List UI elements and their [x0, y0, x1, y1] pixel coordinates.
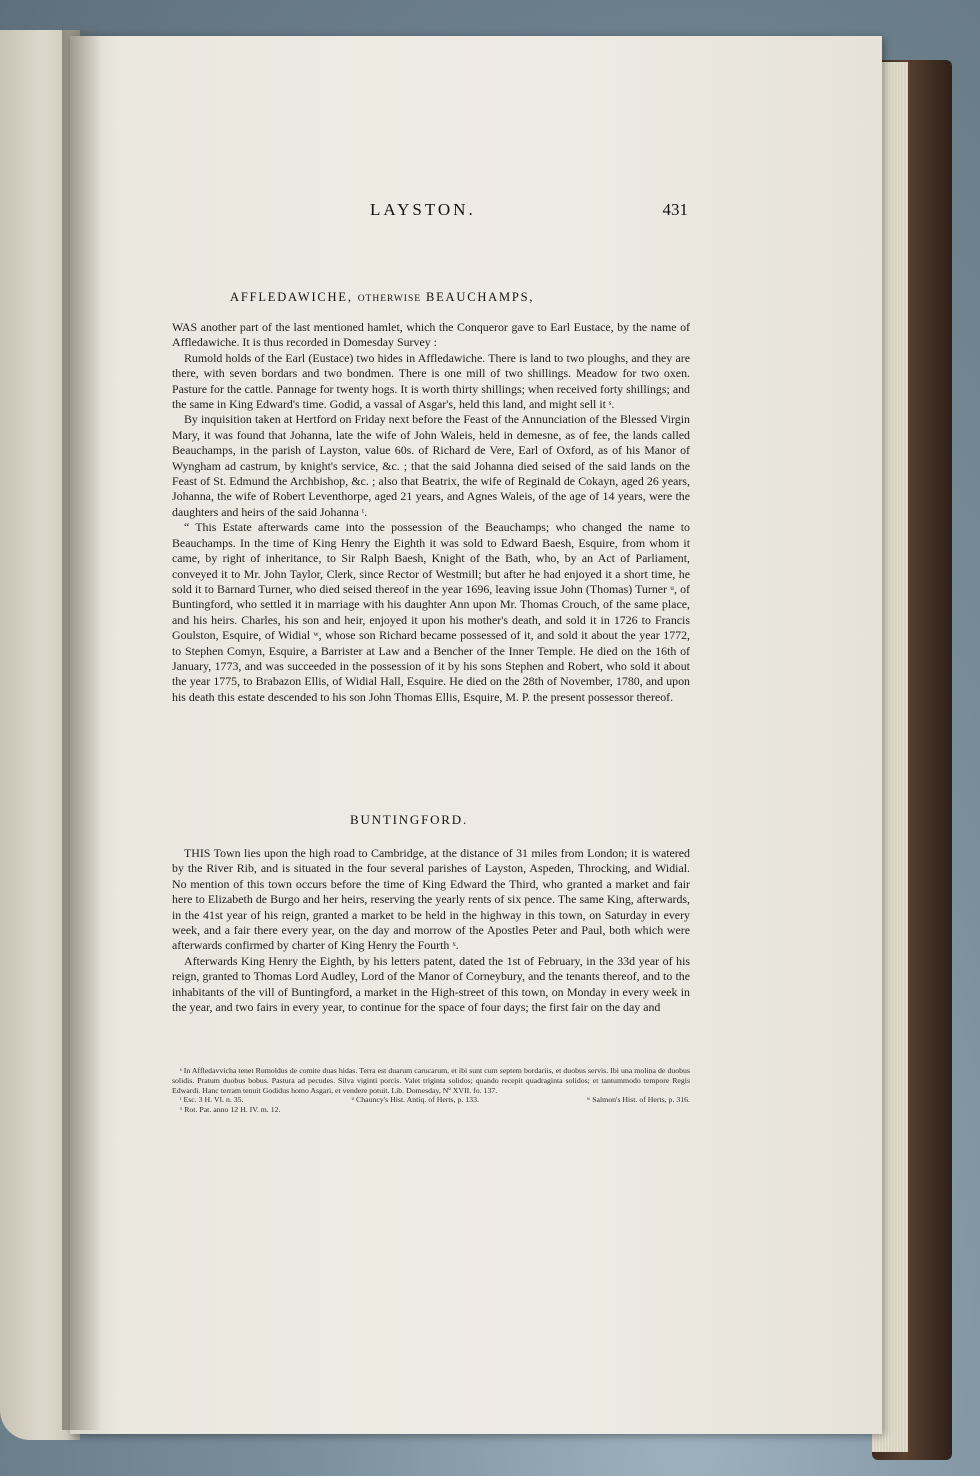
footnote-u: ᵘ Chauncy's Hist. Antiq. of Herts, p. 133.	[351, 1095, 479, 1105]
section-body-buntingford	[172, 846, 690, 1015]
paragraph: Afterwards King Henry the Eighth, by his letters patent, dated the 1st of February, in the 33d year of his reign, granted to Thomas Lord Audley, Lord of the Manor of Corneybury, and the tenants thereof, and to the inhabitants of the vill of Buntingford, a market in the High-street of this town, on Monday in every week in the year, and two fairs in every year, to continue for the space of four days; the first fair on the day and	[172, 953, 690, 1015]
footnote-row	[172, 1095, 690, 1105]
heading-tail: BEAUCHAMPS,	[425, 290, 535, 304]
footnote-x: ˣ Rot. Pat. anno 12 H. IV. m. 12.	[180, 1105, 281, 1115]
heading-main: AFFLEDAWICHE,	[230, 290, 353, 304]
footnotes	[172, 1066, 690, 1115]
footnote-s: ˢ In Affledavvicha tenet Rumoldus de comite duas hidas. Terra est duarum carucarum, et ibi sunt cum septem bordariis, et duobus servis. Ibi una molina de duobus solidis. Pratum duobus bobus. Pastura ad pecudes. Silva viginti porcis. Valet triginta solidos; quando recepit quadraginta solidos; et tantummodo tempore Regis Edwardi. Hanc terram tenuit Godidus homo Asgari, et vendere potuit. Lib. Domesday, Nº XVII. fo. 137.	[172, 1066, 690, 1095]
paragraph: THIS Town lies upon the high road to Cambridge, at the distance of 31 miles from London; it is watered by the River Rib, and is situated in the four several parishes of Layston, Aspeden, Throcking, and Widial. No mention of this town occurs before the time of King Edward the Third, who granted a market and fair here to Elizabeth de Burgo and her heirs, reserving the yearly rents of six pence. The same King, afterwards, in the 41st year of his reign, granted a market to be held in the highway in this town, on Saturday in every week, and a fair there every year, on the day and morrow of the Apostles Peter and Paul, both which were afterwards confirmed by charter of King Henry the Fourth ˣ.	[172, 846, 690, 953]
book-page	[70, 36, 882, 1434]
footnote-t: ᵗ Esc. 3 H. VI. n. 35.	[180, 1095, 244, 1105]
section-heading-affledawiche	[230, 290, 534, 305]
paragraph: WAS another part of the last mentioned hamlet, which the Conqueror gave to Earl Eustace, by the name of Affledawiche. It is thus recorded in Domesday Survey :	[172, 320, 690, 350]
running-head	[170, 200, 688, 226]
running-title: LAYSTON.	[370, 200, 476, 219]
section-heading-buntingford	[350, 812, 468, 828]
page-number: 431	[662, 200, 688, 219]
section-body-affledawiche	[172, 320, 690, 705]
footnote-w: ʷ Salmon's Hist. of Herts, p. 316.	[586, 1095, 690, 1105]
heading-main: BUNTINGFORD.	[350, 812, 469, 827]
paragraph: Rumold holds of the Earl (Eustace) two hides in Affledawiche. There is land to two ploughs, and they are there, with seven bordars and two bondmen. There is one mill of two shillings. Meadow for two oxen. Pasture for the cattle. Pannage for twenty hogs. It is worth thirty shillings; when received forty shillings; and the same in King Edward's time. Godid, a vassal of Asgar's, held this land, and might sell it ˢ.	[172, 350, 690, 412]
paragraph: “ This Estate afterwards came into the possession of the Beauchamps; who changed the name to Beauchamps. In the time of King Henry the Eighth it was sold to Edward Baesh, Esquire, from whom it came, by right of inheritance, to Sir Ralph Baesh, Knight of the Bath, who, by an Act of Parliament, conveyed it to Mr. John Taylor, Clerk, since Rector of Westmill; but after he had enjoyed it a short time, he sold it to Barnard Turner, who died seised thereof in the year 1696, leaving issue John (Thomas) Turner ᵘ, of Buntingford, who settled it in marriage with his daughter Ann upon Mr. Thomas Crouch, of the same place, and his heirs. Charles, his son and heir, enjoyed it upon his mother's death, and sold it in 1726 to Francis Goulston, Esquire, of Widial ʷ, whose son Richard became possessed of it, and sold it about the year 1772, to Stephen Comyn, Esquire, a Barrister at Law and a Bencher of the Inner Temple. He died on the 16th of January, 1773, and was succeeded in the possession of it by his sons Stephen and Robert, who sold it about the year 1775, to Brabazon Ellis, of Widial Hall, Esquire. He died on the 28th of November, 1780, and upon his death this estate descended to his son John Thomas Ellis, Esquire, M. P. the present possessor thereof.	[172, 520, 690, 704]
heading-small: OTHERWISE	[357, 294, 422, 304]
paragraph: By inquisition taken at Hertford on Friday next before the Feast of the Annunciation of the Blessed Virgin Mary, it was found that Johanna, late the wife of John Waleis, held in demesne, as of fee, the lands called Beauchamps, in the parish of Layston, value 60s. of Richard de Vere, Earl of Oxford, as of his Manor of Wyngham ad castrum, by knight's service, &c. ; that the said Johanna died seised of the said lands on the Feast of St. Edmund the Archbishop, &c. ; also that Beatrix, the wife of Reginald de Cokayn, aged 26 years, Johanna, the wife of Robert Leventhorpe, aged 21 years, and Agnes Waleis, of the age of 14 years, were the daughters and heirs of the said Johanna ᵗ.	[172, 412, 690, 519]
book-gutter	[62, 30, 102, 1430]
